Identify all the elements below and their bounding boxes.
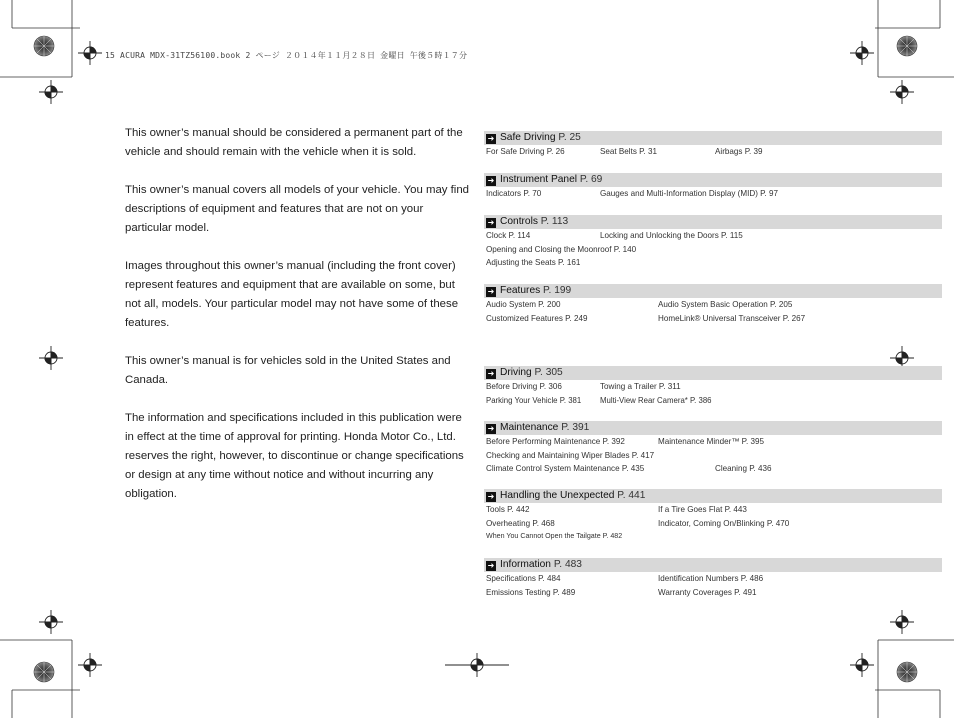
toc-row — [484, 517, 942, 531]
toc-row — [484, 435, 942, 449]
toc-row — [484, 394, 942, 408]
toc-row — [484, 298, 942, 312]
intro-paragraph: This owner’s manual should be considered a permanent part of the vehicle and should remain with the vehicle when it is sold. — [125, 127, 463, 158]
toc-link[interactable]: Clock P. 114 — [486, 231, 531, 240]
toc-section-title: Controls — [500, 216, 538, 227]
toc-link[interactable]: For Safe Driving P. 26 — [486, 147, 565, 156]
toc-link[interactable]: Before Performing Maintenance P. 392 — [486, 437, 625, 446]
arrow-right-icon: ➜ — [487, 492, 495, 501]
toc-link[interactable]: Maintenance Minder™ P. 395 — [658, 437, 765, 446]
toc-section — [484, 131, 942, 159]
toc-row — [484, 503, 942, 517]
toc-section — [484, 173, 942, 201]
toc-row — [484, 312, 942, 326]
toc-link[interactable]: Climate Control System Maintenance P. 435 — [486, 464, 645, 473]
toc-section-title: Handling the Unexpected — [500, 490, 615, 501]
toc-section-page: P. 113 — [540, 216, 569, 227]
toc-section-header[interactable] — [484, 366, 942, 380]
toc-section-title: Instrument Panel — [500, 174, 578, 185]
toc-link[interactable]: Airbags P. 39 — [715, 147, 763, 156]
toc-link[interactable]: Customized Features P. 249 — [486, 313, 588, 323]
toc-section — [484, 284, 942, 325]
intro-paragraph: The information and specifications included in this publication were in effect at the time of approval for printing. Honda Motor Co., Ltd. reserves the right, however, to discontinue or change specifications or design at any time without notice and without incurring any obligation. — [125, 412, 464, 500]
toc-section-header[interactable] — [484, 284, 942, 298]
toc-link[interactable]: Overheating P. 468 — [486, 518, 555, 528]
toc-link[interactable]: Gauges and Multi-Information Display (MID) P. 97 — [600, 189, 778, 198]
toc-row — [484, 586, 942, 600]
toc-section — [484, 215, 942, 270]
toc-section — [484, 421, 942, 476]
arrow-right-icon: ➜ — [487, 176, 495, 185]
toc-row — [484, 449, 942, 463]
toc-row — [484, 243, 942, 257]
toc-link[interactable]: Opening and Closing the Moonroof P. 140 — [486, 244, 637, 254]
toc-section-title: Driving — [500, 367, 532, 378]
toc-link[interactable]: HomeLink® Universal Transceiver P. 267 — [658, 313, 806, 323]
intro-paragraph: This owner’s manual is for vehicles sold in the United States and Canada. — [125, 355, 451, 386]
print-header: 15 ACURA MDX-31TZ56100.book 2 ページ ２０１４年１１月２８日 金曜日 午後５時１７分 — [105, 51, 468, 60]
toc-section-title: Features — [500, 285, 541, 296]
arrow-right-icon: ➜ — [487, 218, 495, 227]
toc-row — [484, 187, 942, 201]
toc-link[interactable]: Warranty Coverages P. 491 — [658, 587, 757, 597]
toc-row — [484, 256, 942, 270]
toc-row — [484, 530, 942, 544]
toc-section-page: P. 199 — [543, 285, 572, 296]
toc-link[interactable]: Seat Belts P. 31 — [600, 147, 657, 156]
toc-link[interactable]: If a Tire Goes Flat P. 443 — [658, 505, 747, 514]
toc-section-title: Maintenance — [500, 422, 559, 433]
toc-link[interactable]: Emissions Testing P. 489 — [486, 587, 576, 597]
toc-section-header[interactable] — [484, 173, 942, 187]
intro-text — [125, 124, 471, 523]
toc-row — [484, 380, 942, 394]
toc-link[interactable]: Audio System Basic Operation P. 205 — [658, 300, 793, 309]
toc-section — [484, 558, 942, 599]
toc-section-page: P. 69 — [579, 174, 603, 185]
toc-link[interactable]: Towing a Trailer P. 311 — [600, 382, 681, 391]
toc-row — [484, 572, 942, 586]
toc-section — [484, 366, 942, 407]
arrow-right-icon: ➜ — [487, 424, 495, 433]
toc-row — [484, 462, 942, 476]
intro-paragraph: Images throughout this owner’s manual (including the front cover) represent features and equipment that are available on some, but not all, models. Your particular model may not have some of these features. — [125, 260, 459, 329]
toc-link[interactable]: Audio System P. 200 — [486, 300, 561, 309]
intro-paragraph: This owner’s manual covers all models of your vehicle. You may find descriptions of equipment and features that are not on your particular model. — [125, 184, 469, 234]
toc-section-header[interactable] — [484, 421, 942, 435]
arrow-right-icon: ➜ — [487, 134, 495, 143]
toc-link[interactable]: Identification Numbers P. 486 — [658, 574, 764, 583]
toc-section-page: P. 441 — [617, 490, 646, 501]
toc-link[interactable]: Before Driving P. 306 — [486, 382, 562, 391]
toc-link[interactable]: Tools P. 442 — [486, 505, 530, 514]
toc-section-page: P. 305 — [534, 367, 563, 378]
toc-row — [484, 145, 942, 159]
toc-section-header[interactable] — [484, 489, 942, 503]
toc-row — [484, 229, 942, 243]
toc-link[interactable]: Specifications P. 484 — [486, 574, 561, 583]
arrow-right-icon: ➜ — [487, 287, 495, 296]
arrow-right-icon: ➜ — [487, 561, 495, 570]
toc-link[interactable]: Indicators P. 70 — [486, 189, 542, 198]
toc-link[interactable]: Cleaning P. 436 — [715, 464, 772, 473]
toc-link[interactable]: Parking Your Vehicle P. 381 — [486, 395, 582, 405]
toc-link[interactable]: Adjusting the Seats P. 161 — [486, 258, 581, 267]
toc-section-page: P. 483 — [553, 559, 582, 570]
toc-link[interactable]: Multi-View Rear Camera* P. 386 — [600, 395, 712, 405]
toc-section-header[interactable] — [484, 558, 942, 572]
toc-link[interactable]: Indicator, Coming On/Blinking P. 470 — [658, 518, 790, 528]
toc-section — [484, 489, 942, 544]
toc-section-header[interactable] — [484, 215, 942, 229]
arrow-right-icon: ➜ — [487, 369, 495, 378]
toc-link[interactable]: Checking and Maintaining Wiper Blades P. 417 — [486, 450, 655, 460]
toc-section-title: Information — [500, 559, 551, 570]
toc-section-title: Safe Driving — [500, 132, 556, 143]
toc-link[interactable]: Locking and Unlocking the Doors P. 115 — [600, 231, 743, 240]
toc-link[interactable]: When You Cannot Open the Tailgate P. 482 — [486, 532, 623, 540]
toc-section-page: P. 391 — [561, 422, 590, 433]
toc-section-page: P. 25 — [558, 132, 581, 143]
toc-section-header[interactable] — [484, 131, 942, 145]
